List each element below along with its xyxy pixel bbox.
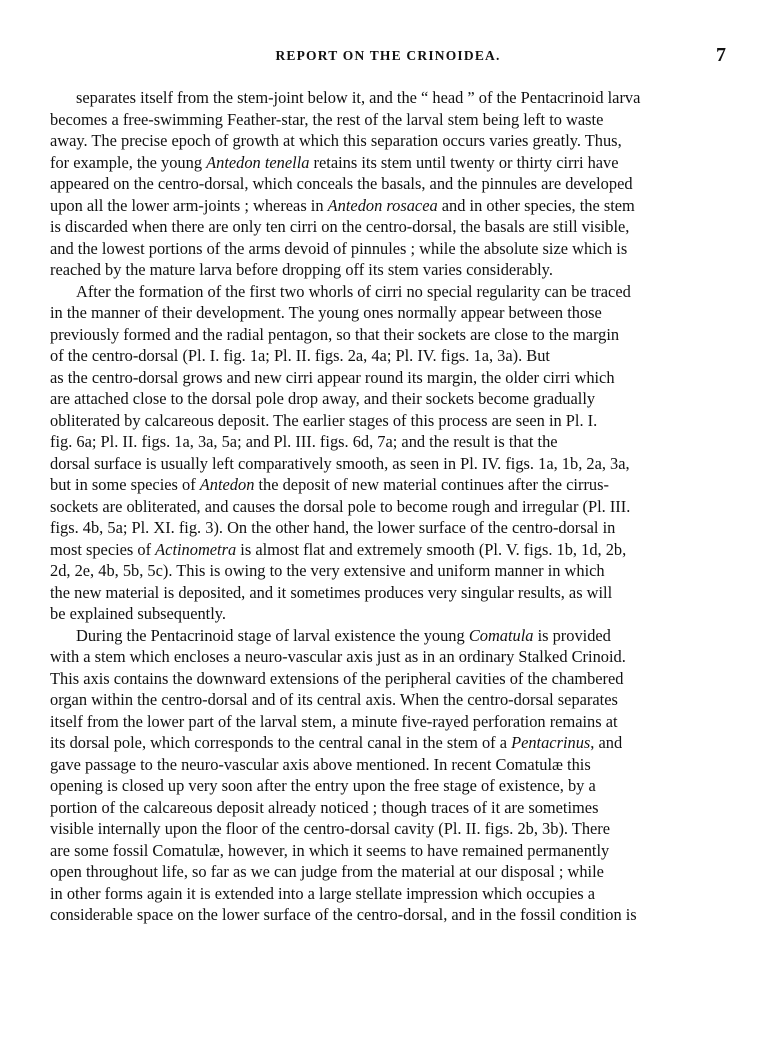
text-line: and the lowest portions of the arms devoid of pinnules ; while the absolute size which is xyxy=(50,238,628,258)
text-line: away. The precise epoch of growth at which this separation occurs varies greatly. Thus, xyxy=(50,131,622,150)
text-line: upon all the lower arm-joints ; whereas in Antedon rosacea and in other species, the stem xyxy=(50,195,635,215)
text-line: in other forms again it is extended into a large stellate impression which occupies a xyxy=(50,883,595,903)
text-line: organ within the centro-dorsal and of its central axis. When the centro-dorsal separates xyxy=(50,690,618,709)
text-line: itself from the lower part of the larval stem, a minute five-rayed perforation remains at xyxy=(50,711,618,731)
text-line: the new material is deposited, and it sometimes produces very singular results, as will xyxy=(50,582,613,602)
text-line: figs. 4b, 5a; Pl. XI. fig. 3). On the other hand, the lower surface of the centro-dorsal in xyxy=(50,518,616,537)
text-line: obliterated by calcareous deposit. The earlier stages of this process are seen in Pl. I. xyxy=(50,410,598,430)
text-line: dorsal surface is usually left comparatively smooth, as seen in Pl. IV. figs. 1a, 1b, 2a, 3a, xyxy=(50,453,630,473)
page-number: 7 xyxy=(716,44,726,66)
text-line: separates itself from the stem-joint below it, and the “ head ” of the Pentacrinoid larva xyxy=(76,88,641,107)
text-line: in the manner of their development. The young ones normally appear between those xyxy=(50,303,602,322)
text-line: are some fossil Comatulæ, however, in which it seems to have remained permanently xyxy=(50,840,610,860)
text-line: becomes a free-swimming Feather-star, the rest of the larval stem being left to waste xyxy=(50,109,604,129)
text-line: most species of Actinometra is almost flat and extremely smooth (Pl. V. figs. 1b, 1d, 2b, xyxy=(50,539,627,559)
paragraph xyxy=(50,625,726,926)
text-line: portion of the calcareous deposit already noticed ; though traces of it are sometimes xyxy=(50,797,599,817)
text-line: gave passage to the neuro-vascular axis above mentioned. In recent Comatulæ this xyxy=(50,754,591,774)
text-line: appeared on the centro-dorsal, which conceals the basals, and the pinnules are developed xyxy=(50,174,633,193)
text-line: of the centro-dorsal (Pl. I. fig. 1a; Pl. II. figs. 2a, 4a; Pl. IV. figs. 1a, 3a). But xyxy=(50,346,550,365)
text-line: are attached close to the dorsal pole drop away, and their sockets become gradually xyxy=(50,389,596,408)
text-line: be explained subsequently. xyxy=(50,604,226,623)
text-line: considerable space on the lower surface of the centro-dorsal, and in the fossil condition is xyxy=(50,905,637,924)
text-line: sockets are obliterated, and causes the dorsal pole to become rough and irregular (Pl. III. xyxy=(50,496,631,516)
body-text xyxy=(50,87,726,926)
text-line: During the Pentacrinoid stage of larval existence the young Comatula is provided xyxy=(76,625,611,645)
text-line: with a stem which encloses a neuro-vascular axis just as in an ordinary Stalked Crinoid. xyxy=(50,647,626,666)
running-header xyxy=(50,44,726,70)
text-line: After the formation of the first two whorls of cirri no special regularity can be traced xyxy=(76,281,631,301)
text-line: its dorsal pole, which corresponds to the central canal in the stem of a Pentacrinus, and xyxy=(50,733,623,752)
paragraph xyxy=(50,281,726,625)
text-line: visible internally upon the floor of the centro-dorsal cavity (Pl. II. figs. 2b, 3b). There xyxy=(50,819,611,838)
paragraph xyxy=(50,87,726,281)
text-line: 2d, 2e, 4b, 5b, 5c). This is owing to the very extensive and uniform manner in which xyxy=(50,561,605,580)
text-line: reached by the mature larva before dropping off its stem varies considerably. xyxy=(50,260,553,279)
header-title: REPORT ON THE CRINOIDEA. xyxy=(275,48,501,63)
text-line: fig. 6a; Pl. II. figs. 1a, 3a, 5a; and Pl. III. figs. 6d, 7a; and the result is that the xyxy=(50,432,558,451)
text-line: opening is closed up very soon after the entry upon the free stage of existence, by a xyxy=(50,776,596,795)
text-line: is discarded when there are only ten cirri on the centro-dorsal, the basals are still visible, xyxy=(50,217,630,236)
text-line: open throughout life, so far as we can judge from the material at our disposal ; while xyxy=(50,862,604,881)
text-line: This axis contains the downward extensions of the peripheral cavities of the chambered xyxy=(50,668,624,688)
text-line: but in some species of Antedon the deposit of new material continues after the cirrus- xyxy=(50,475,609,494)
text-line: previously formed and the radial pentagon, so that their sockets are close to the margin xyxy=(50,324,620,344)
text-line: as the centro-dorsal grows and new cirri appear round its margin, the older cirri which xyxy=(50,367,615,387)
text-line: for example, the young Antedon tenella retains its stem until twenty or thirty cirri have xyxy=(50,152,619,172)
